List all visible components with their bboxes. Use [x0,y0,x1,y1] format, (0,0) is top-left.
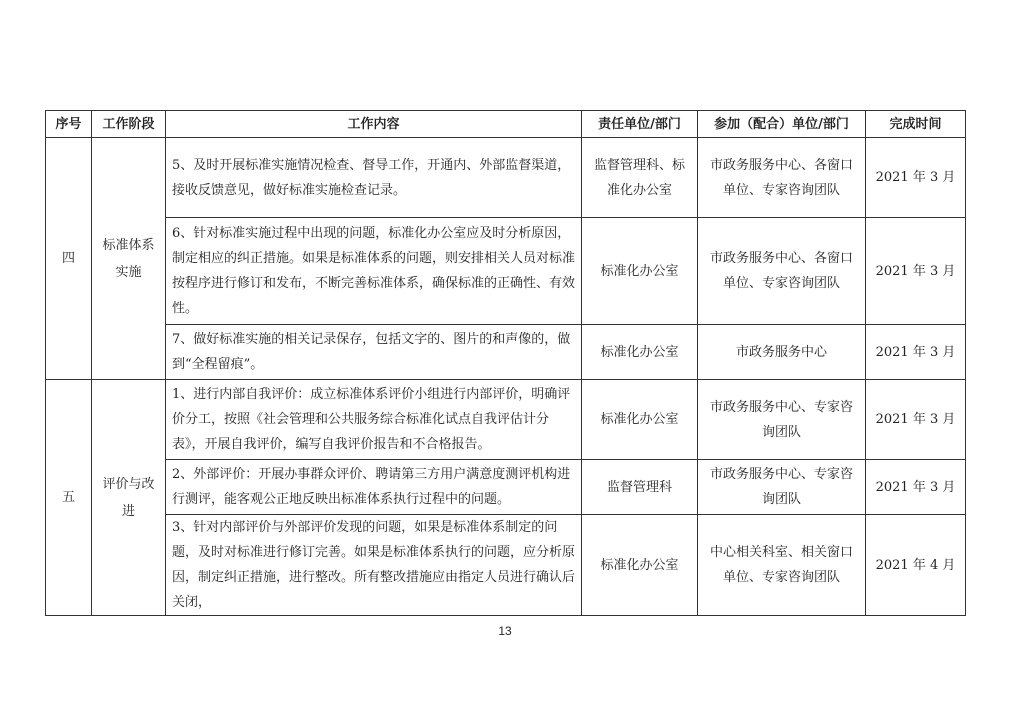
page-number: 13 [498,624,512,638]
header-content: 工作内容 [166,111,582,138]
table-row [46,325,966,380]
responsible-cell: 监督管理科、标准化办公室 [582,138,698,218]
responsible-cell: 标准化办公室 [582,515,698,616]
participant-cell: 中心相关科室、相关窗口单位、专家咨询团队 [698,515,866,616]
header-seq: 序号 [46,111,92,138]
seq-cell: 四 [46,138,92,380]
table-row [46,218,966,325]
header-participant: 参加（配合）单位/部门 [698,111,866,138]
responsible-cell: 监督管理科 [582,460,698,515]
table-header-row [46,111,966,138]
header-phase: 工作阶段 [92,111,166,138]
content-cell: 6、针对标准实施过程中出现的问题，标准化办公室应及时分析原因，制定相应的纠正措施。如果是标准体系的问题，则安排相关人员对标准按程序进行修订和发布，不断完善标准体系，确保标准的正确性、有效性。 [166,218,582,325]
content-cell: 5、及时开展标准实施情况检查、督导工作，开通内、外部监督渠道，接收反馈意见，做好标准实施检查记录。 [166,138,582,218]
header-responsible: 责任单位/部门 [582,111,698,138]
content-cell: 3、针对内部评价与外部评价发现的问题，如果是标准体系制定的问题，及时对标准进行修订完善。如果是标准体系执行的问题，应分析原因，制定纠正措施，进行整改。所有整改措施应由指定人员进行确认后关闭， [166,515,582,616]
phase-label: 评价与改进 [102,476,155,519]
responsible-cell: 标准化办公室 [582,325,698,380]
phase-cell [92,138,166,380]
participant-cell: 市政务服务中心 [698,325,866,380]
responsible-cell: 标准化办公室 [582,380,698,460]
seq-cell: 五 [46,380,92,616]
content-cell: 1、进行内部自我评价：成立标准体系评价小组进行内部评价，明确评价分工，按照《社会管理和公共服务综合标准化试点自我评估计分表》，开展自我评价，编写自我评价报告和不合格报告。 [166,380,582,460]
phase-cell [92,380,166,616]
responsible-cell: 标准化办公室 [582,218,698,325]
deadline-cell: 2021 年 3 月 [866,380,966,460]
content-cell: 7、做好标准实施的相关记录保存，包括文字的、图片的和声像的，做到“全程留痕”。 [166,325,582,380]
participant-cell: 市政务服务中心、各窗口单位、专家咨询团队 [698,218,866,325]
participant-cell: 市政务服务中心、专家咨询团队 [698,460,866,515]
deadline-cell: 2021 年 3 月 [866,325,966,380]
deadline-cell: 2021 年 3 月 [866,138,966,218]
table-row [46,515,966,616]
work-plan-table [45,110,966,616]
table-row [46,380,966,460]
header-deadline: 完成时间 [866,111,966,138]
phase-label: 标准体系实施 [102,237,155,280]
table-row [46,460,966,515]
deadline-cell: 2021 年 4 月 [866,515,966,616]
table-row [46,138,966,218]
participant-cell: 市政务服务中心、专家咨询团队 [698,380,866,460]
deadline-cell: 2021 年 3 月 [866,218,966,325]
participant-cell: 市政务服务中心、各窗口单位、专家咨询团队 [698,138,866,218]
deadline-cell: 2021 年 3 月 [866,460,966,515]
content-cell: 2、外部评价：开展办事群众评价、聘请第三方用户满意度测评机构进行测评，能客观公正地反映出标准体系执行过程中的问题。 [166,460,582,515]
